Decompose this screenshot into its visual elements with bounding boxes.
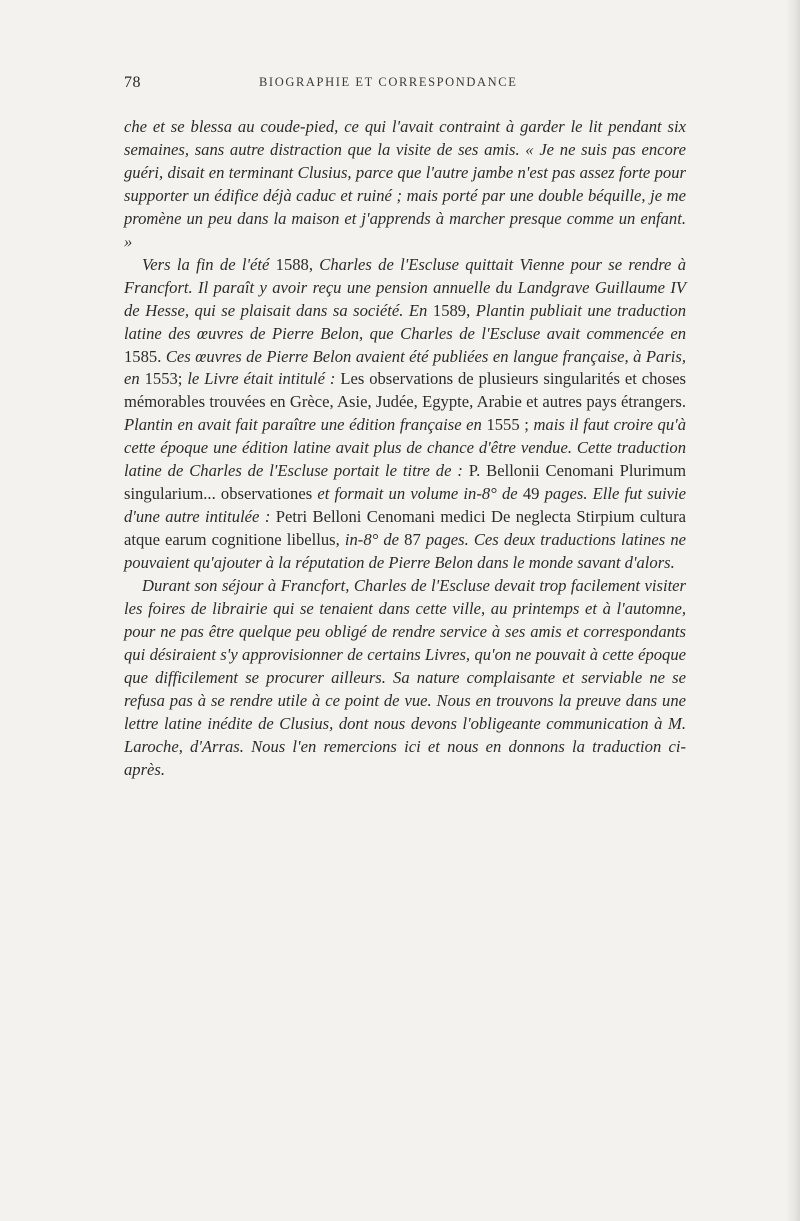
body-text <box>124 116 686 782</box>
paragraph <box>124 575 686 782</box>
paragraph <box>124 254 686 575</box>
text-segment: Durant son séjour à Francfort, Charles de l'Escluse devait trop facilement visiter les foires de librairie qui se tenaient dans cette ville, au printemps et à l'automne, pour ne pas être quelque peu obligé de rendre service à ses amis et correspondants qui désiraient s'y approvisionner de certains Livres, qu'on ne pouvait à cette époque que difficilement se procurer ailleurs. Sa nature complaisante et serviable ne se refusa pas à se rendre utile à ce point de vue. Nous en trouvons la preuve dans une lettre latine inédite de Clusius, dont nous devons l'obligeante communication à M. Laroche, d'Arras. Nous l'en remercions ici et nous en donnons la traduction ci-après. <box>124 576 686 779</box>
text-segment: Les observations de plusieurs singularités et choses mémorables trouvées en Grèce, Asie, Judée, Egypte, Arabie et autres pays étrangers. <box>124 369 686 412</box>
text-segment: Plantin publiait une traduction latine des œuvres de Pierre Belon, que Charles de l'Escluse avait commencée en <box>124 300 687 343</box>
text-segment: Vers la fin de l'été <box>142 254 276 274</box>
running-head: BIOGRAPHIE ET CORRESPONDANCE <box>259 75 518 89</box>
text-segment: pages. Elle fut suivie d'une autre intitulée : <box>124 484 686 527</box>
page-edge-shadow <box>786 0 800 1221</box>
text-segment: che et se blessa au coude-pied, ce qui l'avait contraint à garder le lit pendant six semaines, sans autre distraction que la visite de ses amis. « Je ne suis pas encore guéri, disait en terminant Clusius, parce que l'autre jambe n'est pas assez forte pour supporter un édifice déjà caduc et ruiné ; mais porté par une double béquille, je me promène un peu dans la maison et j'apprends à marcher presque comme un enfant. » <box>124 117 686 251</box>
text-segment: pages. Ces deux traductions latines ne pouvaient qu'ajouter à la réputation de Pierre Belon dans le monde savant d'alors. <box>124 530 686 573</box>
text-segment: in-8° de <box>344 530 405 550</box>
text-segment: 87 <box>404 530 426 550</box>
text-segment: 1553; <box>144 369 188 389</box>
text-segment: Charles de l'Escluse quittait Vienne pour se rendre à Francfort. Il paraît y avoir reçu une pension annuelle du Landgrave Guillaume IV de Hesse, qui se plaisait dans sa société. En <box>124 254 686 320</box>
text-segment: Plantin en avait fait paraître une édition française en <box>124 415 487 435</box>
text-segment: et formait un volume in-8° de <box>317 484 523 504</box>
text-segment: 1585. <box>124 346 166 366</box>
text-segment: 1589, <box>432 300 476 320</box>
text-segment: P. Bellonii Cenomani Plurimum singularium... observationes <box>124 461 686 504</box>
text-segment: 49 <box>522 484 545 504</box>
text-segment: Ces œuvres de Pierre Belon avaient été publiées en langue française, à Paris, en <box>124 346 687 389</box>
page-number: 78 <box>124 74 141 91</box>
text-segment: mais il faut croire qu'à cette époque une édition latine avait plus de chance d'être vendue. Cette traduction latine de Charles de l'Escluse portait le titre de : <box>124 415 686 481</box>
text-segment: Petri Belloni Cenomani medici De neglecta Stirpium cultura atque earum cognitione libellus, <box>124 507 686 550</box>
paragraph <box>124 116 686 254</box>
text-segment: le Livre était intitulé : <box>187 369 341 389</box>
text-segment: 1555 ; <box>486 415 534 435</box>
text-segment: 1588, <box>275 254 320 274</box>
page-header <box>124 74 686 96</box>
